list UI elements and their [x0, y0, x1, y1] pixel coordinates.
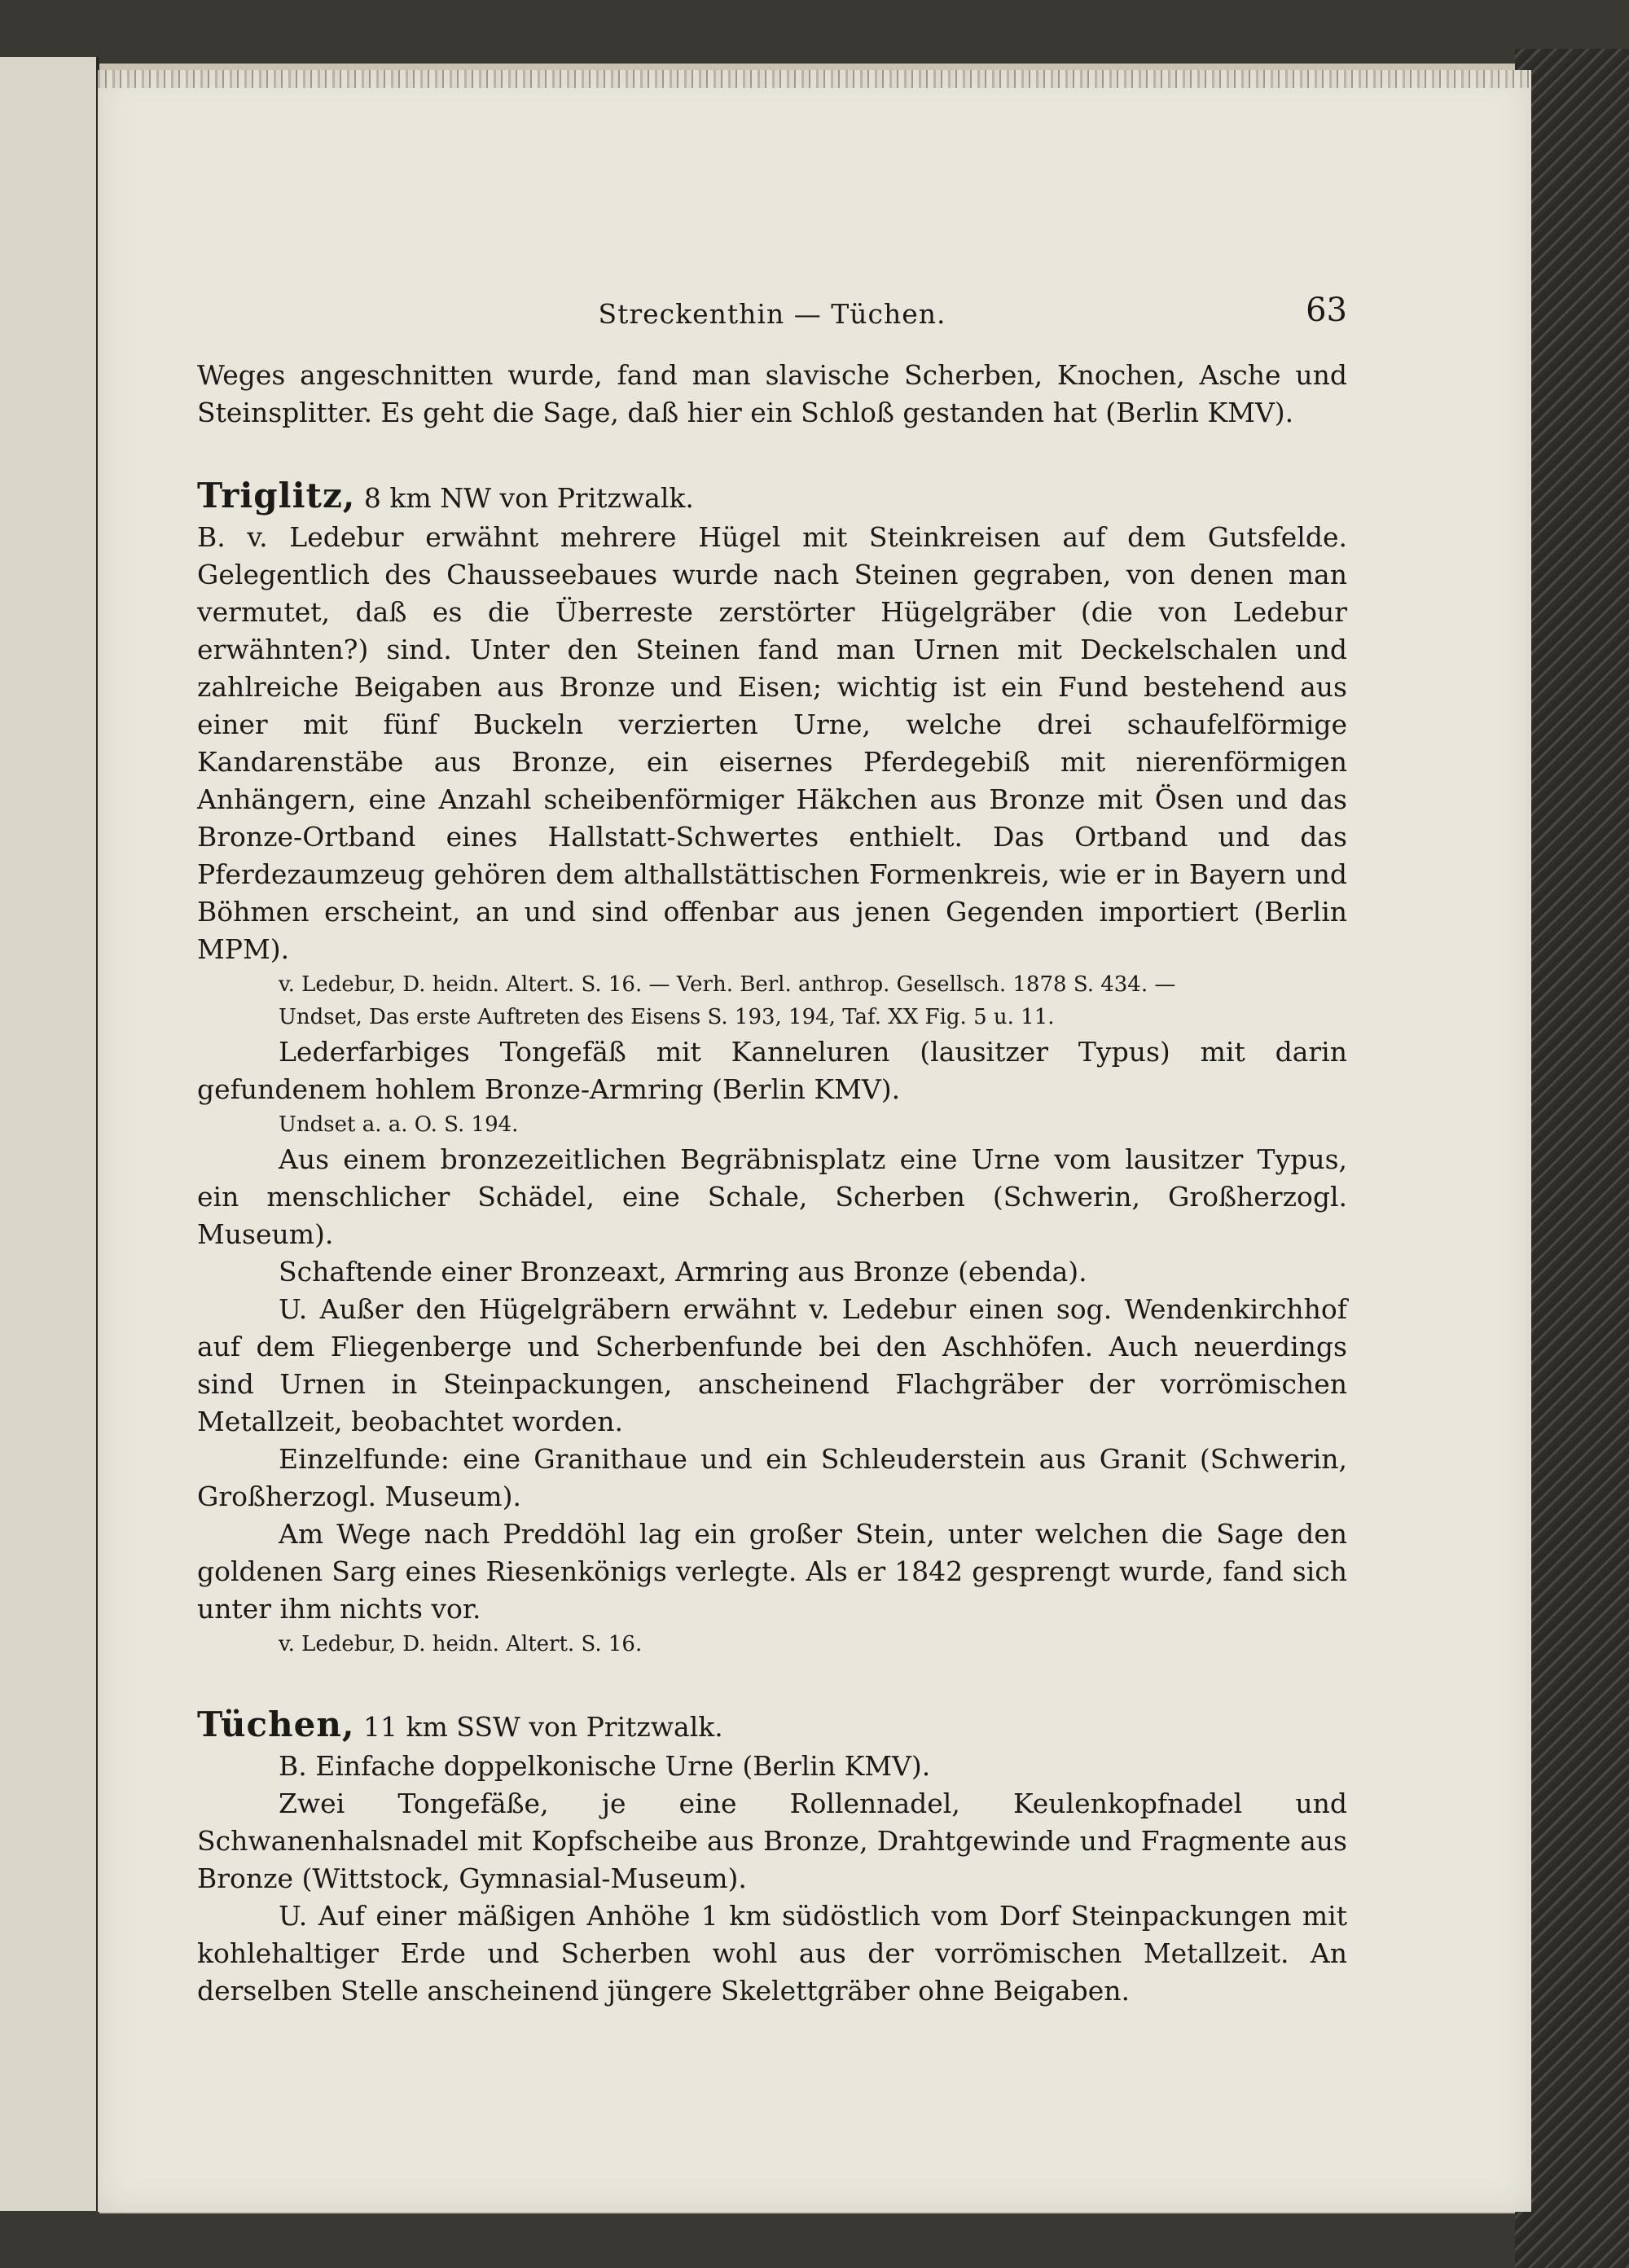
- paragraph: B. Einfache doppelkonische Urne (Berlin KMV).: [279, 1750, 931, 1782]
- reference-note: Undset, Das erste Auftreten des Eisens S. 193, 194, Taf. XX Fig. 5 u. 11.: [279, 1005, 1055, 1029]
- spacer: [197, 432, 1347, 476]
- place-location: 11 km SSW von Pritzwalk.: [354, 1711, 723, 1743]
- entry-heading: [197, 1704, 1347, 1748]
- paragraph: Schaftende einer Bronzeaxt, Armring aus Bronze (ebenda).: [279, 1256, 1087, 1288]
- book-cover-edge: [1515, 49, 1629, 2268]
- reference-note: Undset a. a. O. S. 194.: [279, 1112, 519, 1137]
- paragraph: Am Wege nach Preddöhl lag ein großer Stein, unter welchen die Sage den goldenen Sarg eines Riesenkönigs verlegte. Als er 1842 gesprengt wurde, fand sich unter ihm nichts vor.: [197, 1518, 1347, 1625]
- paragraph: U. Außer den Hügelgräbern erwähnt v. Ledebur einen sog. Wendenkirchhof auf dem Fliegenberge und Scherbenfunde bei den Aschhöfen. Auch neuerdings sind Urnen in Steinpackungen, anscheinend Flachgräber der vorrömischen Metallzeit, beobachtet worden.: [197, 1293, 1347, 1437]
- paragraph: U. Auf einer mäßigen Anhöhe 1 km südöstlich vom Dorf Steinpackungen mit kohlehaltiger Erde und Scherben wohl aus der vorrömischen Metallzeit. An derselben Stelle anscheinend jüngere Skelettgräber ohne Beigaben.: [197, 1900, 1347, 2007]
- reference-note: v. Ledebur, D. heidn. Altert. S. 16. — Verh. Berl. anthrop. Gesellsch. 1878 S. 434. —: [279, 972, 1176, 997]
- page-top-edge: [98, 70, 1531, 88]
- place-name: Triglitz,: [197, 476, 356, 515]
- running-title: Streckenthin — Tüchen.: [598, 298, 946, 330]
- spacer: [197, 1660, 1347, 1704]
- left-page-edge: [0, 57, 99, 2211]
- paragraph: Einzelfunde: eine Granithaue und ein Schleuderstein aus Granit (Schwerin, Großherzogl. Museum).: [197, 1443, 1347, 1512]
- paragraph: B. v. Ledebur erwähnt mehrere Hügel mit Steinkreisen auf dem Gutsfelde. Gelegentlich des Chausseebaues wurde nach Steinen gegraben, von denen man vermutet, daß es die Überreste zerstörter Hügelgräber (die von Ledebur erwähnten?) sind. Unter den Steinen fand man Urnen mit Deckelschalen und zahlreiche Beigaben aus Bronze und Eisen; wichtig ist ein Fund bestehend aus einer mit fünf Buckeln verzierten Urne, welche drei schaufelförmige Kandarenstäbe aus Bronze, ein eisernes Pferdegebiß mit nierenförmigen Anhängern, eine Anzahl scheibenförmiger Häkchen aus Bronze mit Ösen und das Bronze-Ortband eines Hallstatt-Schwertes enthielt. Das Ortband und das Pferdezaumzeug gehören dem althallstättischen Formenkreis, wie er in Bayern und Böhmen erscheint, an und sind offenbar aus jenen Gegenden importiert (Berlin MPM).: [197, 521, 1347, 965]
- place-name: Tüchen,: [197, 1704, 355, 1744]
- page-header: [197, 292, 1347, 357]
- paragraph: Zwei Tongefäße, je eine Rollennadel, Keulenkopfnadel und Schwanenhalsnadel mit Kopfscheibe aus Bronze, Drahtgewinde und Fragmente aus Bronze (Wittstock, Gymnasial-Museum).: [197, 1788, 1347, 1894]
- page-number: 63: [1306, 292, 1347, 329]
- paragraph: Aus einem bronzezeitlichen Begräbnisplatz eine Urne vom lausitzer Typus, ein menschlicher Schädel, eine Schale, Scherben (Schwerin, Großherzogl. Museum).: [197, 1143, 1347, 1250]
- paragraph: Weges angeschnitten wurde, fand man slavische Scherben, Knochen, Asche und Steinsplitter. Es geht die Sage, daß hier ein Schloß gestanden hat (Berlin KMV).: [197, 359, 1347, 428]
- place-location: 8 km NW von Pritzwalk.: [355, 482, 694, 514]
- entry-heading: [197, 476, 1347, 519]
- reference-note: v. Ledebur, D. heidn. Altert. S. 16.: [279, 1632, 643, 1656]
- text-area: [197, 292, 1347, 2010]
- book-page: [98, 70, 1531, 2212]
- paragraph: Lederfarbiges Tongefäß mit Kanneluren (lausitzer Typus) mit darin gefundenem hohlem Bronze-Armring (Berlin KMV).: [197, 1036, 1347, 1105]
